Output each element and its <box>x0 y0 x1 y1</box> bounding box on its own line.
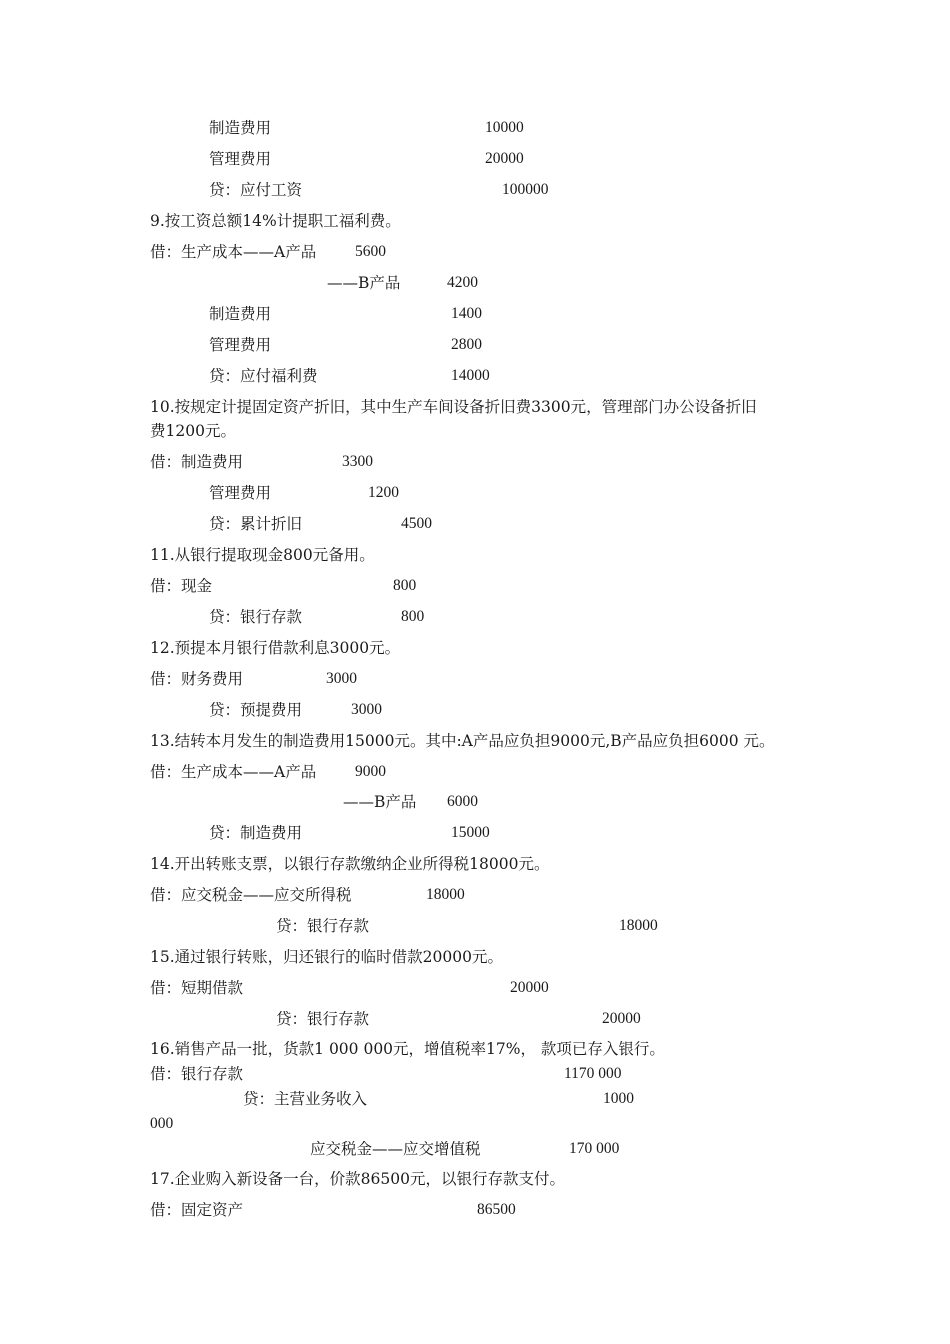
wrapped-amount: 000 <box>150 1115 174 1132</box>
entry-amount: 100000 <box>502 181 549 198</box>
question-text: 17.企业购入新设备一台，价款86500元，以银行存款支付。 <box>150 1170 565 1188</box>
entry-account: 借：银行存款 <box>150 1065 244 1083</box>
question-text: 13.结转本月发生的制造费用15000元。其中:A产品应负担9000元,B产品应负担6000 元。 <box>150 732 775 750</box>
entry-account: 贷：银行存款 <box>276 1010 370 1028</box>
entry-amount: 15000 <box>451 824 490 841</box>
entry-amount: 1000 <box>603 1090 634 1107</box>
entry-amount: 800 <box>393 577 417 594</box>
entry-account: ——B产品 <box>343 793 417 811</box>
question-text: 11.从银行提取现金800元备用。 <box>150 546 375 564</box>
entry-amount: 3300 <box>342 453 373 470</box>
question-text: 12.预提本月银行借款利息3000元。 <box>150 639 401 657</box>
entry-account: 制造费用 <box>209 305 272 323</box>
entry-account: 借：短期借款 <box>150 979 244 997</box>
entry-amount: 86500 <box>477 1201 516 1218</box>
entry-amount: 18000 <box>619 917 658 934</box>
question-text: 15.通过银行转账，归还银行的临时借款20000元。 <box>150 948 503 966</box>
entry-account: 贷：银行存款 <box>276 917 370 935</box>
entry-account: 应交税金——应交增值税 <box>310 1140 481 1158</box>
question-text: 10.按规定计提固定资产折旧，其中生产车间设备折旧费3300元，管理部门办公设备折旧 <box>150 398 757 416</box>
entry-amount: 20000 <box>485 150 524 167</box>
entry-account: 贷：主营业务收入 <box>243 1090 368 1108</box>
entry-account: 管理费用 <box>209 150 272 168</box>
entry-amount: 170 000 <box>569 1140 620 1157</box>
entry-account: 借：制造费用 <box>150 453 244 471</box>
entry-account: 贷：应付工资 <box>209 181 303 199</box>
entry-amount: 14000 <box>451 367 490 384</box>
entry-amount: 5600 <box>355 243 386 260</box>
entry-account: 借：现金 <box>150 577 213 595</box>
entry-amount: 4200 <box>447 274 478 291</box>
entry-account: ——B产品 <box>327 274 401 292</box>
entry-account: 借：生产成本——A产品 <box>150 243 317 261</box>
question-text: 14.开出转账支票，以银行存款缴纳企业所得税18000元。 <box>150 855 550 873</box>
entry-amount: 20000 <box>510 979 549 996</box>
entry-amount: 1170 000 <box>564 1065 622 1082</box>
question-text: 16.销售产品一批，货款1 000 000元，增值税率17%， 款项已存入银行。 <box>150 1040 665 1058</box>
entry-amount: 3000 <box>351 701 382 718</box>
entry-amount: 800 <box>401 608 425 625</box>
entry-amount: 1400 <box>451 305 482 322</box>
entry-account: 借：应交税金——应交所得税 <box>150 886 352 904</box>
entry-amount: 4500 <box>401 515 432 532</box>
entry-account: 借：生产成本——A产品 <box>150 763 317 781</box>
entry-account: 贷：累计折旧 <box>209 515 303 533</box>
entry-amount: 3000 <box>326 670 357 687</box>
entry-account: 借：固定资产 <box>150 1201 244 1219</box>
entry-amount: 2800 <box>451 336 482 353</box>
entry-amount: 18000 <box>426 886 465 903</box>
entry-account: 贷：应付福利费 <box>209 367 318 385</box>
entry-account: 管理费用 <box>209 484 272 502</box>
entry-amount: 10000 <box>485 119 524 136</box>
entry-account: 制造费用 <box>209 119 272 137</box>
entry-amount: 1200 <box>368 484 399 501</box>
entry-amount: 9000 <box>355 763 386 780</box>
entry-account: 贷：制造费用 <box>209 824 303 842</box>
question-text: 费1200元。 <box>150 422 236 440</box>
entry-account: 借：财务费用 <box>150 670 244 688</box>
question-text: 9.按工资总额14%计提职工福利费。 <box>150 212 401 230</box>
entry-account: 贷：银行存款 <box>209 608 303 626</box>
entry-account: 贷：预提费用 <box>209 701 303 719</box>
entry-amount: 6000 <box>447 793 478 810</box>
entry-amount: 20000 <box>602 1010 641 1027</box>
entry-account: 管理费用 <box>209 336 272 354</box>
